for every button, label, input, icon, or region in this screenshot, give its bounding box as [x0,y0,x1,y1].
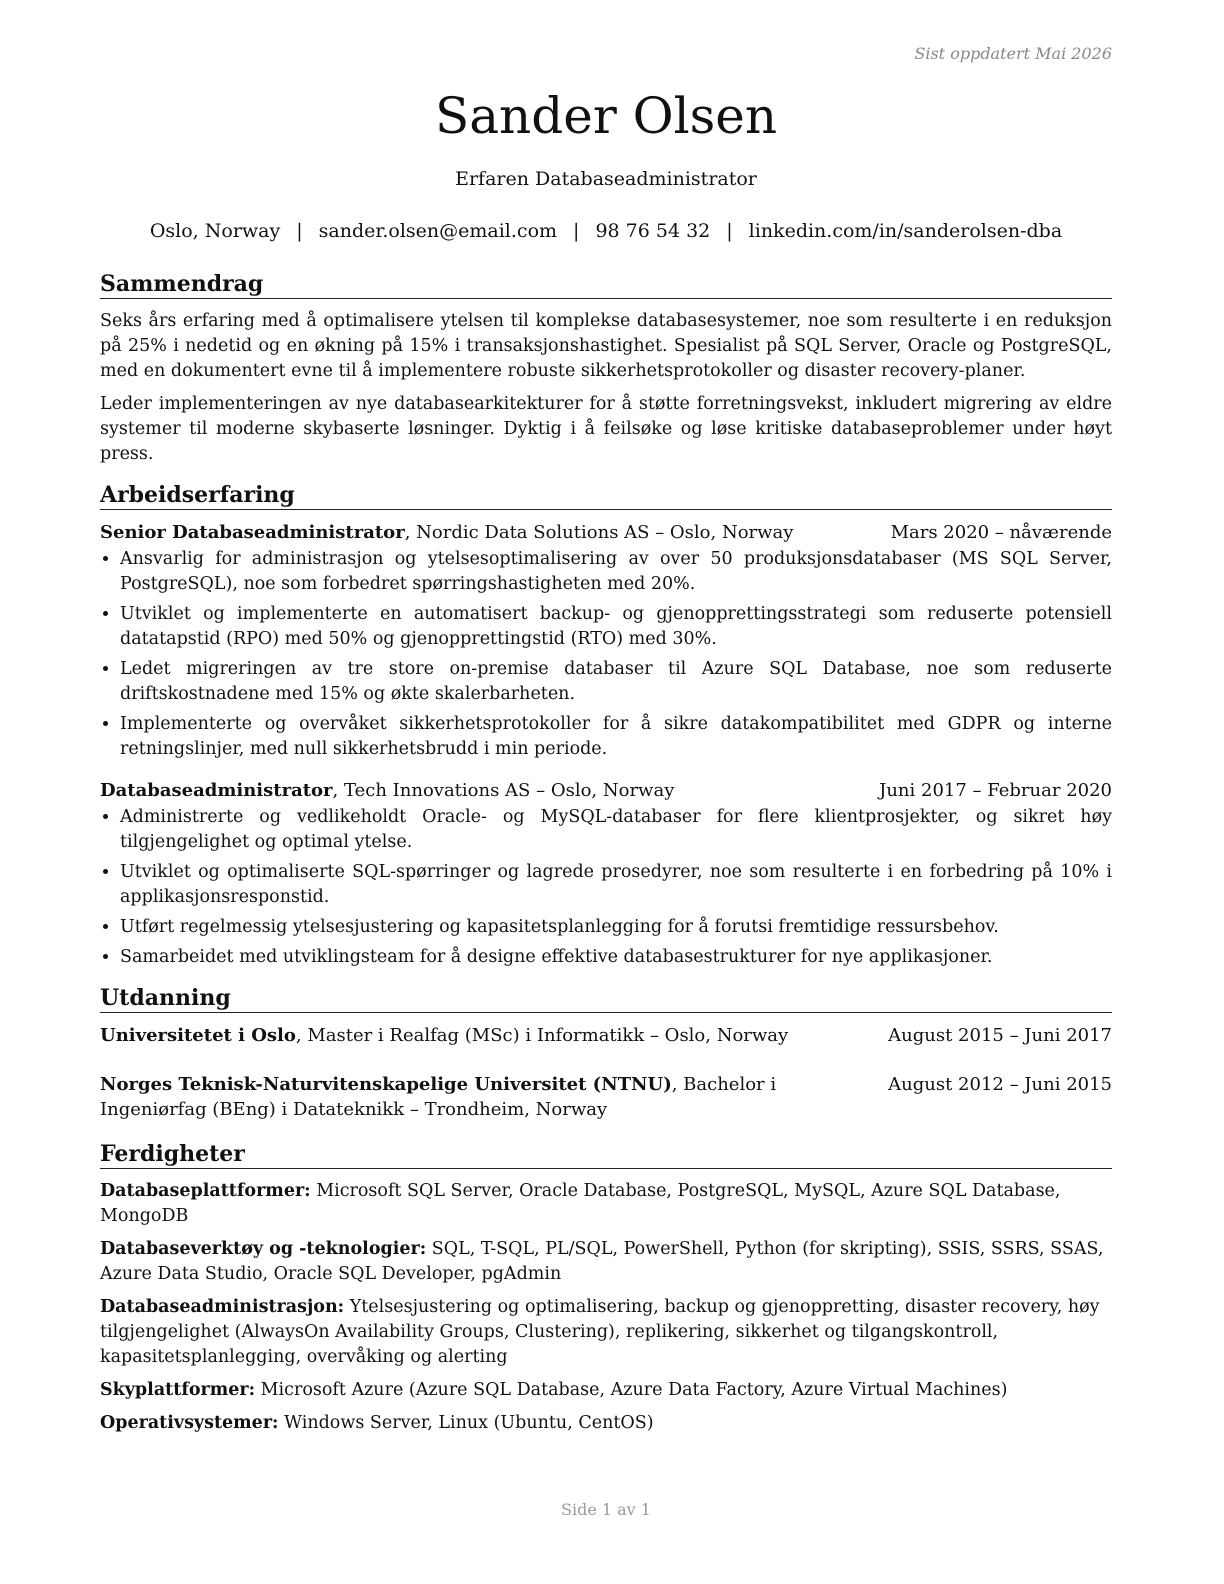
experience-section [100,481,1112,970]
skill-value: Ytelsesjustering og optimalisering, backup og gjenoppretting, disaster recovery, høy tilgjengelighet (AlwaysOn Availability Groups, Clustering), replikering, sikkerhet og tilgangskontroll, kapasitetsplanlegging, overvåking og alerting [100,1297,1100,1367]
section-heading: Arbeidserfaring [100,481,1112,510]
contact-line [100,219,1112,243]
job-bullet: • Ansvarlig for administrasjon og ytelsesoptimalisering av over 50 produksjonsdatabaser (MS SQL Server, PostgreSQL), noe som forbedret spørringshastigheten med 20%. [120,547,1112,597]
contact-linkedin[interactable]: linkedin.com/in/sanderolsen-dba [748,220,1063,242]
education-date: August 2012 – Juni 2015 [888,1074,1112,1095]
job-date: Juni 2017 – Februar 2020 [879,780,1112,801]
page-footer: Side 1 av 1 [561,1500,651,1519]
skill-value: Microsoft Azure (Azure SQL Database, Azure Data Factory, Azure Virtual Machines) [255,1380,1008,1400]
job-bullet: • Administrerte og vedlikeholdt Oracle- og MySQL-databaser for flere klientprosjekter, og sikret høy tilgjengelighet og optimal ytelse. [120,805,1112,855]
contact-separator: | [573,220,580,242]
job-bullet: • Utført regelmessig ytelsesjustering og kapasitetsplanlegging for å forutsi fremtidige ressursbehov. [120,915,1112,940]
skill-row [100,1237,1112,1287]
skill-row [100,1179,1112,1229]
skill-label: Databaseverktøy og -teknologier: [100,1239,427,1259]
education-detail: , Bachelor i Ingeniørfag (BEng) i Datateknikk – Trondheim, Norway [100,1074,777,1120]
summary-section [100,270,1112,467]
skill-value: Microsoft SQL Server, Oracle Database, PostgreSQL, MySQL, Azure SQL Database, MongoDB [100,1181,1061,1226]
job-role: Senior Databaseadministrator [100,522,405,543]
job-header [100,778,1112,803]
skill-value: SQL, T-SQL, PL/SQL, PowerShell, Python (for skripting), SSIS, SSRS, SSAS, Azure Data Studio, Oracle SQL Developer, pgAdmin [100,1239,1104,1284]
job-bullet: • Ledet migreringen av tre store on-premise databaser til Azure SQL Database, noe som reduserte driftskostnadene med 15% og økte skalerbarheten. [120,657,1112,707]
job-bullet: • Utviklet og implementerte en automatisert backup- og gjenopprettingsstrategi som reduserte potensiell datatapstid (RPO) med 50% og gjenopprettingstid (RTO) med 30%. [120,602,1112,652]
section-heading: Ferdigheter [100,1140,1112,1169]
skill-label: Databaseadministrasjon: [100,1297,345,1317]
job-role: Databaseadministrator [100,780,333,801]
summary-paragraph: Seks års erfaring med å optimalisere ytelsen til komplekse databasesystemer, noe som resulterte i en reduksjon på 25% i nedetid og en økning på 15% i transaksjonshastighet. Spesialist på SQL Server, Oracle og PostgreSQL, med en dokumentert evne til å implementere robuste sikkerhetsprotokoller og disaster recovery-planer. [100,311,1112,381]
skill-label: Skyplattformer: [100,1380,256,1400]
section-heading: Utdanning [100,984,1112,1013]
job-bullet: • Samarbeidet med utviklingsteam for å designe effektive databasestrukturer for nye applikasjoner. [120,945,1112,970]
contact-email[interactable]: sander.olsen@email.com [318,220,558,242]
section-heading: Sammendrag [100,270,1112,299]
education-entry [100,1023,1112,1048]
candidate-title: Erfaren Databaseadministrator [455,168,757,190]
education-entry [100,1072,1112,1122]
job-company: , Tech Innovations AS – Oslo, Norway [332,780,675,801]
last-updated: Sist oppdatert Mai 2026 [914,44,1112,63]
skill-label: Operativsystemer: [100,1413,279,1433]
skill-row [100,1378,1112,1403]
summary-paragraph: Leder implementeringen av nye databasearkitekturer for å støtte forretningsvekst, inkludert migrering av eldre systemer til moderne skybaserte løsninger. Dyktig i å feilsøke og løse kritiske databaseproblemer under høyt press. [100,394,1112,464]
skill-row [100,1295,1112,1370]
job-company: , Nordic Data Solutions AS – Oslo, Norway [404,522,794,543]
education-school: Universitetet i Oslo [100,1025,296,1046]
job-bullets [100,547,1112,762]
education-detail: , Master i Realfag (MSc) i Informatikk – Oslo, Norway [295,1025,789,1046]
skill-value: Windows Server, Linux (Ubuntu, CentOS) [278,1413,654,1433]
resume-content [100,270,1112,1444]
candidate-name: Sander Olsen [434,87,778,145]
job-date: Mars 2020 – nåværende [890,522,1112,543]
skill-row [100,1411,1112,1436]
job-bullet: • Implementerte og overvåket sikkerhetsprotokoller for å sikre datakompatibilitet med GDPR og interne retningslinjer, med null sikkerhetsbrudd i min periode. [120,712,1112,762]
contact-separator: | [296,220,303,242]
contact-location: Oslo, Norway [149,220,281,242]
education-school: Norges Teknisk-Naturvitenskapelige Universitet (NTNU) [100,1074,672,1095]
education-section [100,984,1112,1122]
job-bullets [100,805,1112,970]
skills-section [100,1140,1112,1436]
skill-label: Databaseplattformer: [100,1181,311,1201]
job-entry [100,520,1112,762]
contact-separator: | [726,220,733,242]
education-date: August 2015 – Juni 2017 [888,1025,1112,1046]
job-entry [100,778,1112,970]
contact-phone: 98 76 54 32 [595,220,711,242]
job-bullet: • Utviklet og optimaliserte SQL-spørringer og lagrede prosedyrer, noe som resulterte i en forbedring på 10% i applikasjonsresponstid. [120,860,1112,910]
job-header [100,520,1112,545]
